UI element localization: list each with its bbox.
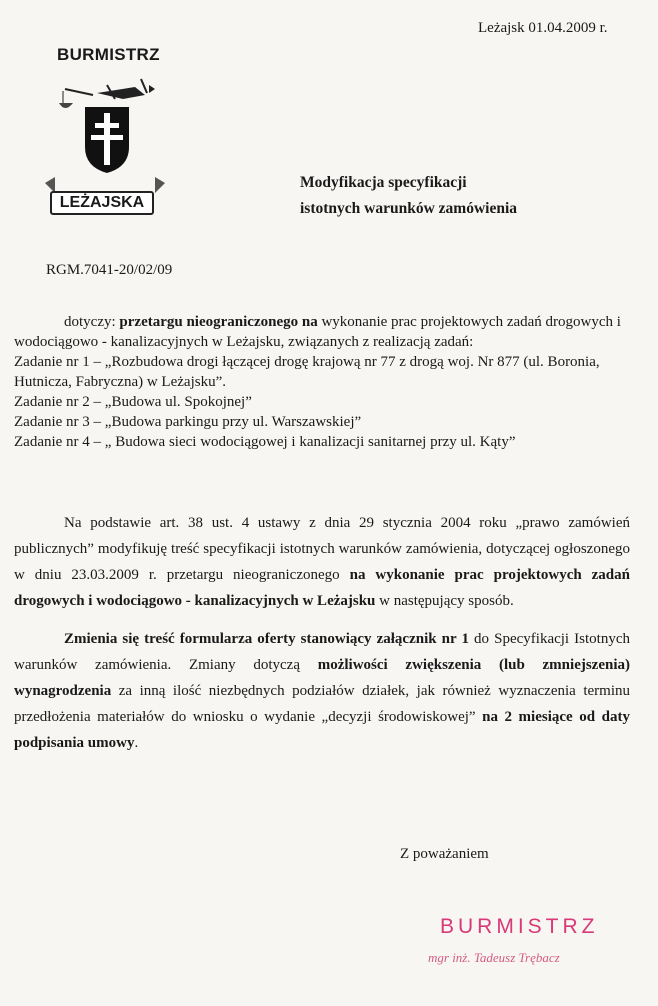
subject-bold: przetargu nieograniczonego na	[119, 314, 318, 330]
paragraph2-bold3: na 2 miesiące od daty podpisania umowy	[14, 709, 630, 751]
stamp-title: BURMISTRZ	[440, 915, 599, 938]
paragraph2-text2: za inną ilość niezbędnych podziałów działek, jak również wyznaczenia terminu przedłożenia materiałów do wniosku o wydanie „decyzji środowiskowej”	[14, 683, 630, 725]
subject-prefix: dotyczy:	[64, 314, 120, 330]
document-date: Leżajsk 01.04.2009 r.	[478, 20, 608, 36]
task-3: Zadanie nr 3 – „Budowa parkingu przy ul. Warszawskiej”	[14, 414, 362, 430]
paragraph1-tail: w następujący sposób.	[375, 593, 514, 609]
official-stamp	[420, 905, 620, 980]
task-1: Zadanie nr 1 – „Rozbudowa drogi łączącej drogę krajową nr 77 z drogą woj. Nr 877 (ul. Boronia, Hutnicza, Fabryczna) w Leżajsku”.	[14, 354, 600, 390]
logo-bottom-text: LEŻAJSKA	[50, 191, 154, 215]
stamp-signatory: mgr inż. Tadeusz Trębacz	[428, 950, 560, 965]
paragraph2-text1: do Specyfikacji Istotnych warunków zamówienia. Zmiany dotyczą	[14, 631, 630, 673]
reference-number: RGM.7041-20/02/09	[46, 262, 173, 278]
title-line-1: Modyfikacja specyfikacji	[300, 174, 467, 191]
task-2: Zadanie nr 2 – „Budowa ul. Spokojnej”	[14, 394, 252, 410]
coat-of-arms-icon	[45, 65, 165, 195]
subject-rest: wykonanie prac projektowych zadań drogowych i wodociągowo - kanalizacyjnych w Leżajsku, związanych z realizacją zadań:	[14, 314, 621, 350]
paragraph2-bold1: Zmienia się treść formularza oferty stanowiący załącznik nr 1	[64, 631, 469, 647]
paragraph1-text: Na podstawie art. 38 ust. 4 ustawy z dnia 29 stycznia 2004 roku „prawo zamówień publicznych” modyfikuję treść specyfikacji istotnych warunków zamówienia, dotyczącej ogłoszonego w dniu 23.03.2009 r. przetargu nieograniczonego	[14, 515, 630, 583]
municipal-logo	[45, 45, 165, 220]
document-title	[300, 170, 517, 222]
paragraph-changes	[14, 626, 630, 756]
closing-salutation: Z poważaniem	[400, 846, 489, 862]
paragraph2-text3: .	[134, 735, 139, 751]
task-4: Zadanie nr 4 – „ Budowa sieci wodociągowej i kanalizacji sanitarnej przy ul. Kąty”	[14, 434, 516, 450]
paragraph-legal-basis	[14, 510, 630, 614]
title-line-2: istotnych warunków zamówienia	[300, 200, 518, 217]
paragraph2-bold2: możliwości zwiększenia (lub zmniejszenia) wynagrodzenia	[14, 657, 630, 699]
logo-top-text: BURMISTRZ	[57, 45, 160, 64]
subject-intro	[14, 312, 630, 352]
paragraph1-bold: na wykonanie prac projektowych zadań drogowych i wodociągowo - kanalizacyjnych w Leżajsku	[14, 567, 630, 609]
subject-block	[14, 312, 630, 452]
document-body	[14, 510, 630, 768]
